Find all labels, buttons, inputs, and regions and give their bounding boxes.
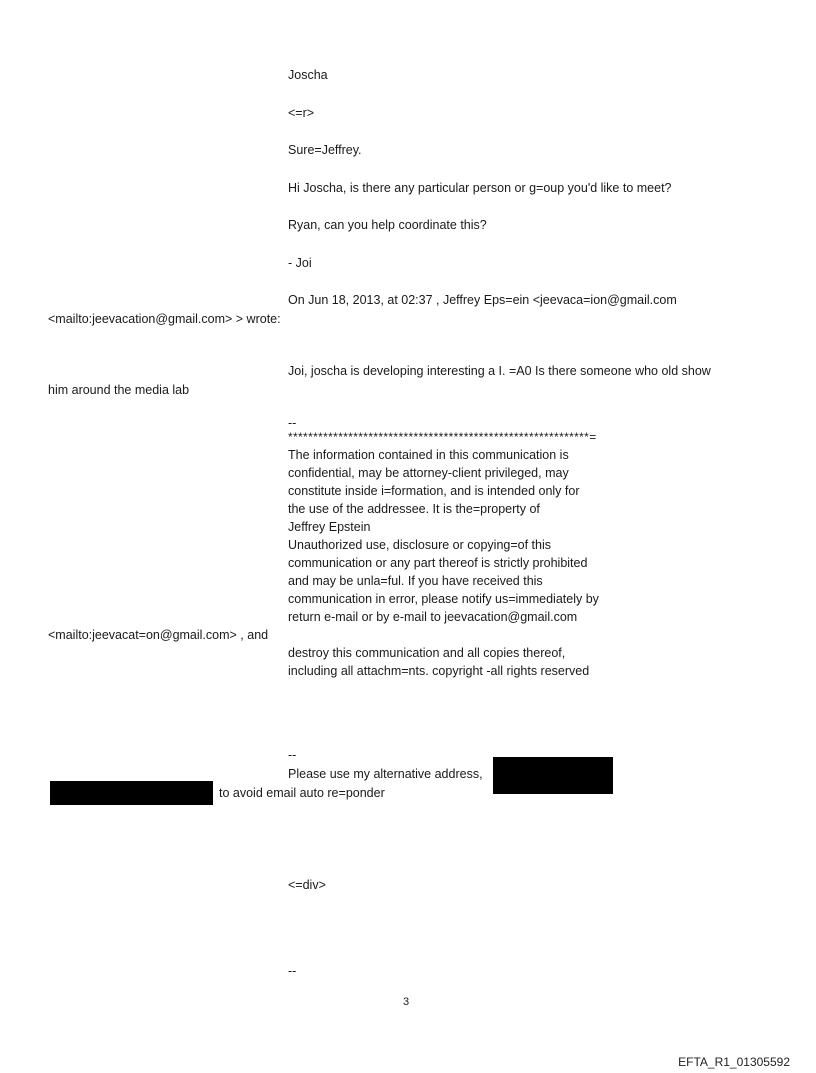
disclaimer-line: communication in error, please notify us=immediately by xyxy=(288,592,599,606)
div-tag-text: <=div> xyxy=(288,878,326,892)
signoff: - Joi xyxy=(288,256,312,270)
disclaimer-line: communication or any part thereof is strictly prohibited xyxy=(288,556,588,570)
alt-address-line: Please use my alternative address, xyxy=(288,767,483,781)
disclaimer-line: The information contained in this communication is xyxy=(288,448,569,462)
disclaimer-line: constitute inside i=formation, and is intended only for xyxy=(288,484,580,498)
disclaimer-line: Unauthorized use, disclosure or copying=of this xyxy=(288,538,551,552)
auto-responder-line: to avoid email auto re=ponder xyxy=(219,786,385,800)
signature-stars: ************************************************************= xyxy=(288,430,597,444)
disclaimer-line: return e-mail or by e-mail to jeevacation@gmail.com xyxy=(288,610,578,624)
jeffrey-message-line-1: Joi, joscha is developing interesting a I. =A0 Is there someone who old show xyxy=(288,364,711,378)
disclaimer-line: Jeffrey Epstein xyxy=(288,520,371,534)
sure-line: Sure=Jeffrey. xyxy=(288,143,362,157)
mailto-line: <mailto:jeevacat=on@gmail.com> , and xyxy=(48,628,269,642)
br-tag-text: <=r> xyxy=(288,106,315,120)
document-id-footer: EFTA_R1_01305592 xyxy=(678,1055,790,1069)
redaction-box xyxy=(50,781,213,805)
quote-header-line-1: On Jun 18, 2013, at 02:37 , Jeffrey Eps=ein <jeevaca=ion@gmail.com xyxy=(288,293,677,307)
signature-dashes: -- xyxy=(288,416,297,430)
end-dashes: -- xyxy=(288,964,297,978)
redaction-box xyxy=(493,757,613,794)
disclaimer-end-line: including all attachm=nts. copyright -all rights reserved xyxy=(288,664,590,678)
jeffrey-message-line-2: him around the media lab xyxy=(48,383,190,397)
page-number: 3 xyxy=(403,996,410,1008)
disclaimer-end-line: destroy this communication and all copies thereof, xyxy=(288,646,566,660)
joi-question: Hi Joscha, is there any particular person or g=oup you'd like to meet? xyxy=(288,181,672,195)
disclaimer-line: the use of the addressee. It is the=property of xyxy=(288,502,540,516)
alt-dashes: -- xyxy=(288,748,297,762)
disclaimer-line: and may be unla=ful. If you have received this xyxy=(288,574,543,588)
greeting: Joscha xyxy=(288,68,328,82)
ryan-line: Ryan, can you help coordinate this? xyxy=(288,218,487,232)
quote-header-line-2: <mailto:jeevacation@gmail.com> > wrote: xyxy=(48,312,281,326)
disclaimer-line: confidential, may be attorney-client privileged, may xyxy=(288,466,569,480)
